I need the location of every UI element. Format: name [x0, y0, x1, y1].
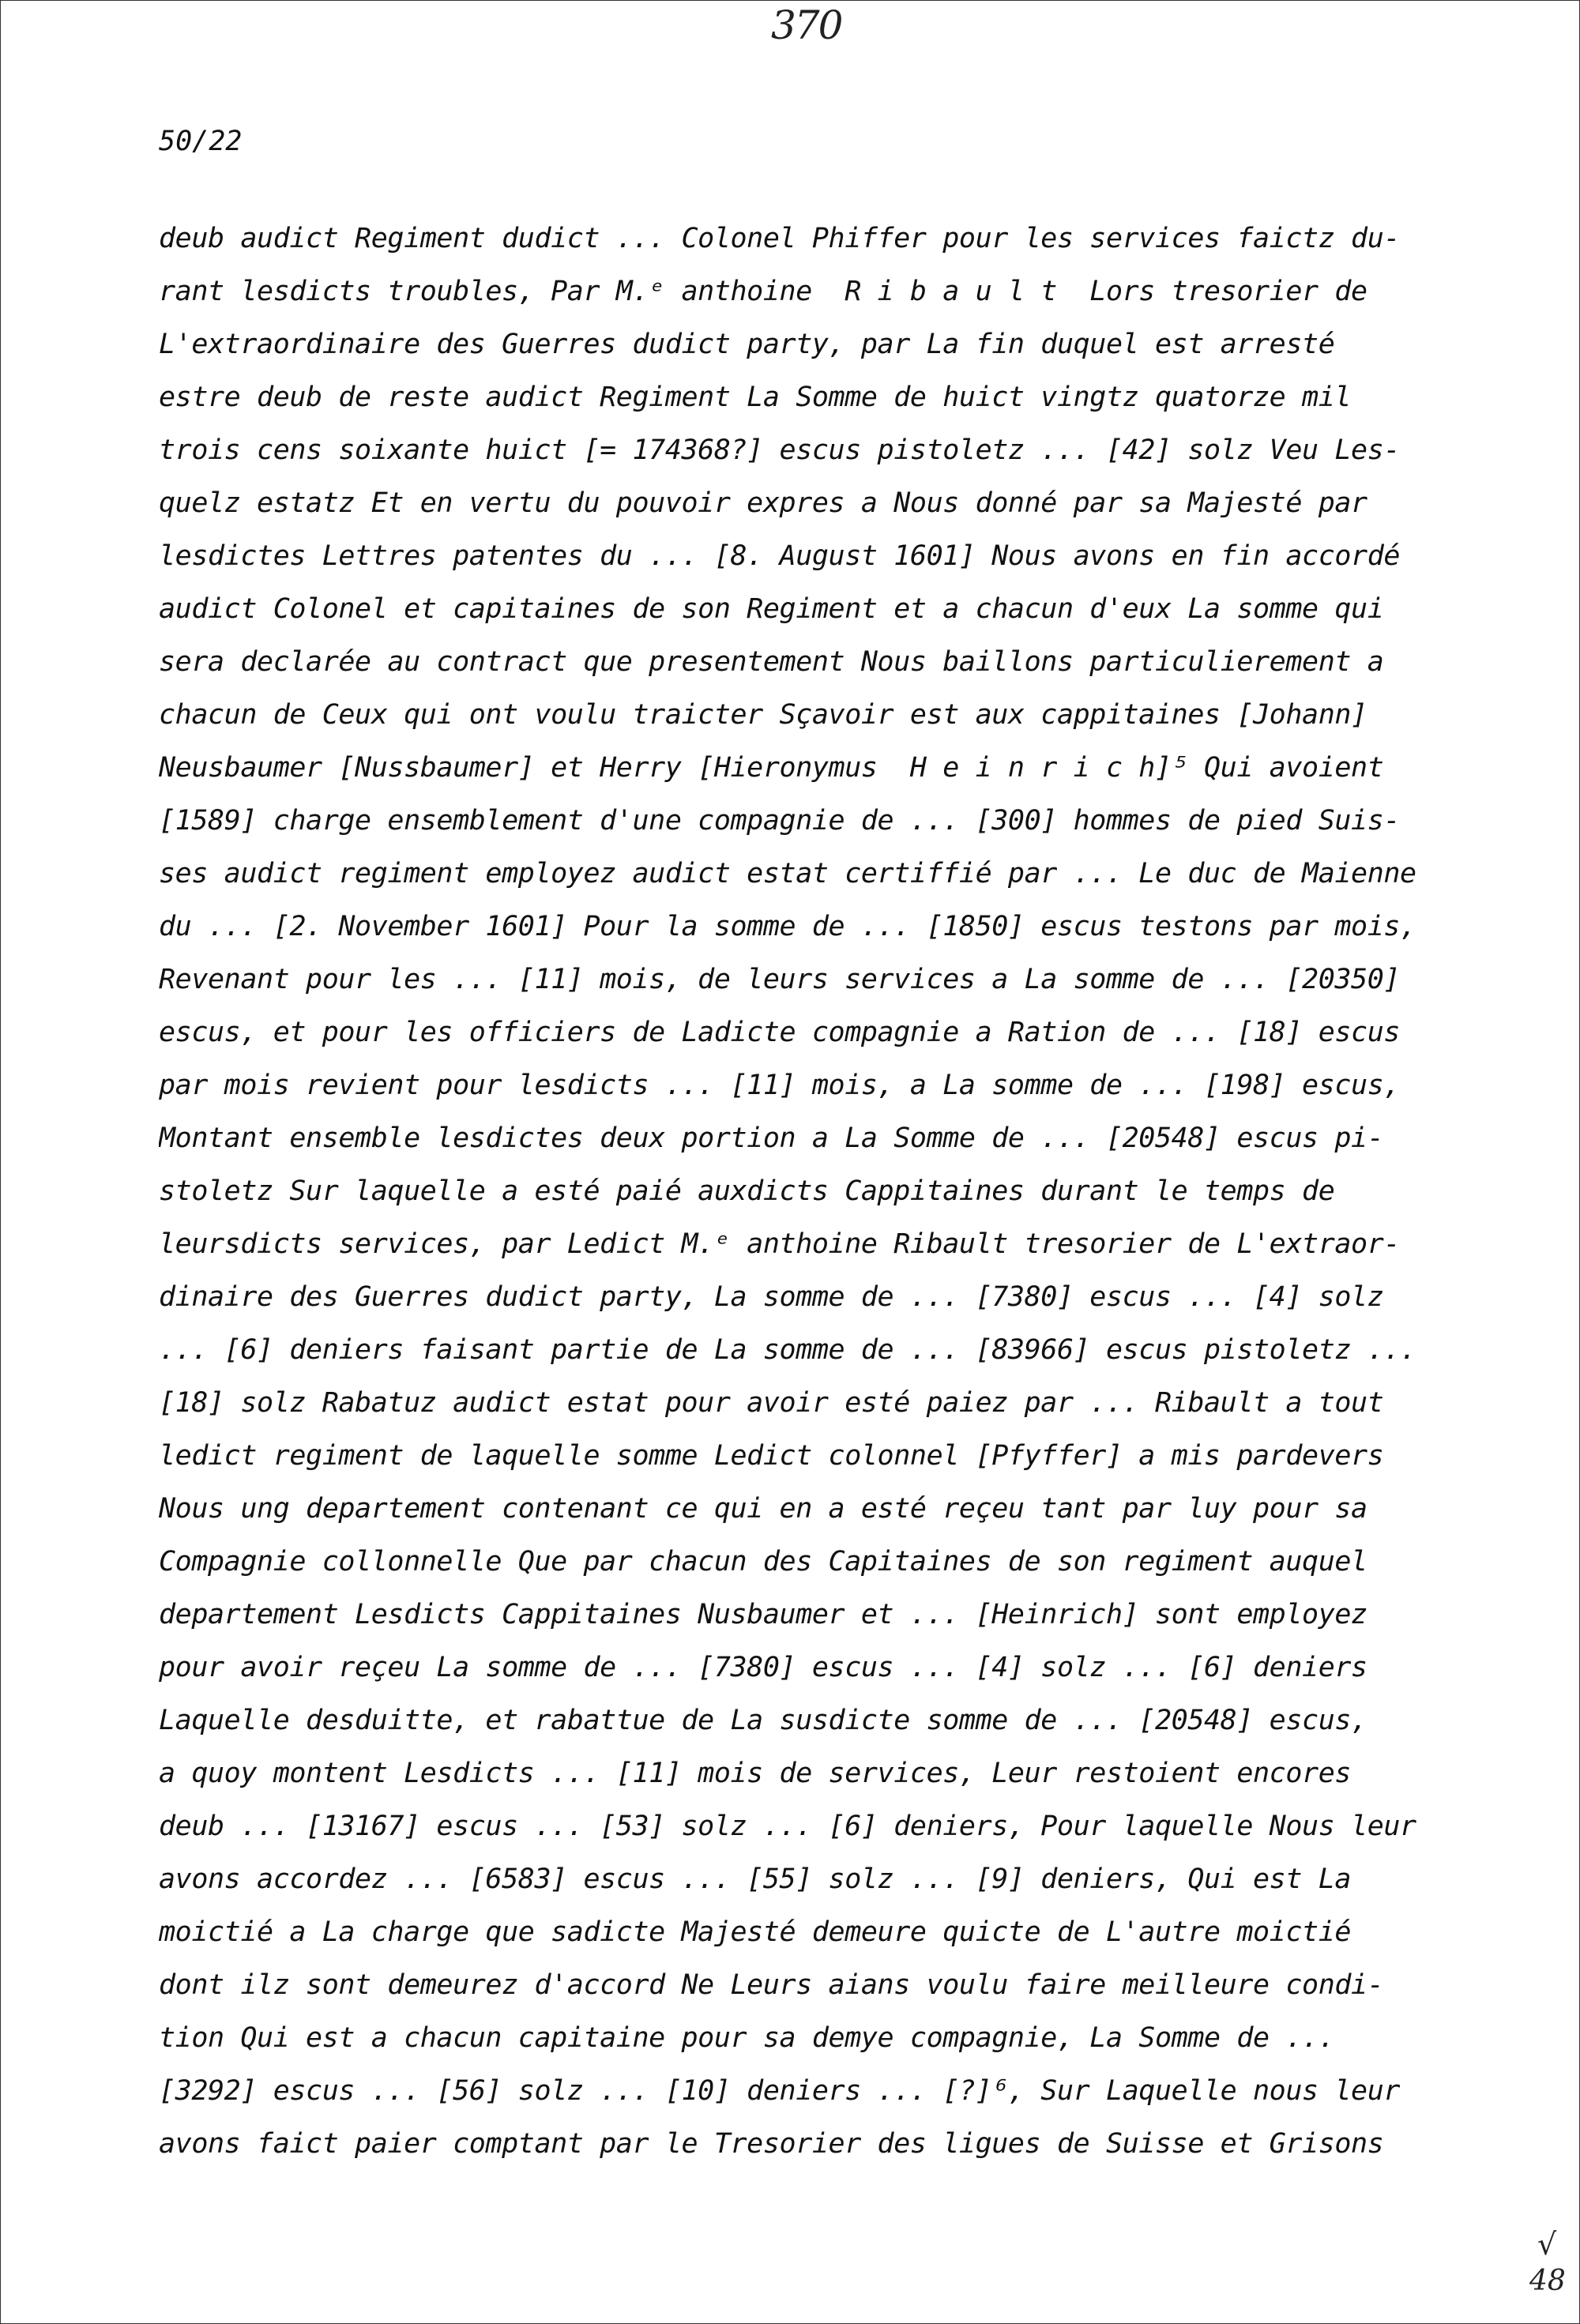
- text-line: avons accordez ... [6583] escus ... [55] solz ... [9] deniers, Qui est La: [159, 1863, 1352, 1895]
- text-line: quelz estatz Et en vertu du pouvoir expres a Nous donné par sa Majesté par: [159, 487, 1367, 519]
- text-line: stoletz Sur laquelle a esté paié auxdicts Cappitaines durant le temps de: [159, 1175, 1335, 1207]
- folio-number-bottom: 48: [1529, 2265, 1566, 2297]
- text-line: du ... [2. November 1601] Pour la somme de ... [1850] escus testons par mois,: [159, 911, 1416, 942]
- text-line: departement Lesdicts Cappitaines Nusbaumer et ... [Heinrich] sont employez: [159, 1599, 1367, 1630]
- text-line: leursdicts services, par Ledict M.ᵉ anthoine Ribault tresorier de L'extraor-: [159, 1228, 1401, 1260]
- text-line: [1589] charge ensemblement d'une compagnie de ... [300] hommes de pied Suis-: [159, 805, 1401, 837]
- text-line: deub ... [13167] escus ... [53] solz ... [6] deniers, Pour laquelle Nous leur: [159, 1811, 1416, 1842]
- text-line: Neusbaumer [Nussbaumer] et Herry [Hieronymus H e i n r i c h]⁵ Qui avoient: [159, 752, 1384, 784]
- document-reference: 50/22: [159, 126, 243, 157]
- text-line: audict Colonel et capitaines de son Regiment et a chacun d'eux La somme qui: [159, 593, 1384, 625]
- text-line: lesdictes Lettres patentes du ... [8. August 1601] Nous avons en fin accordé: [159, 540, 1401, 572]
- text-line: rant lesdicts troubles, Par M.ᵉ anthoine R i b a u l t Lors tresorier de: [159, 276, 1367, 307]
- transcription-body: [159, 212, 1446, 2171]
- text-line: Compagnie collonnelle Que par chacun des Capitaines de son regiment auquel: [159, 1546, 1367, 1578]
- text-line: par mois revient pour lesdicts ... [11] mois, a La somme de ... [198] escus,: [159, 1070, 1401, 1101]
- text-line: moictié a La charge que sadicte Majesté demeure quicte de L'autre moictié: [159, 1916, 1352, 1948]
- text-line: estre deub de reste audict Regiment La Somme de huict vingtz quatorze mil: [159, 382, 1352, 413]
- folio-number-top: 370: [771, 2, 842, 48]
- text-line: deub audict Regiment dudict ... Colonel Phiffer pour les services faictz du-: [159, 223, 1401, 254]
- text-line: L'extraordinaire des Guerres dudict party, par La fin duquel est arresté: [159, 329, 1335, 360]
- text-line: Nous ung departement contenant ce qui en a esté reçeu tant par luy pour sa: [159, 1493, 1367, 1525]
- text-line: chacun de Ceux qui ont voulu traicter Sçavoir est aux cappitaines [Johann]: [159, 699, 1367, 731]
- text-line: Montant ensemble lesdictes deux portion a La Somme de ... [20548] escus pi-: [159, 1123, 1384, 1154]
- text-line: tion Qui est a chacun capitaine pour sa demye compagnie, La Somme de ...: [159, 2022, 1335, 2054]
- text-line: dont ilz sont demeurez d'accord Ne Leurs aians voulu faire meilleure condi-: [159, 1969, 1384, 2001]
- text-line: trois cens soixante huict [= 174368?] escus pistoletz ... [42] solz Veu Les-: [159, 434, 1401, 466]
- text-line: ledict regiment de laquelle somme Ledict colonnel [Pfyffer] a mis pardevers: [159, 1440, 1384, 1472]
- text-line: ses audict regiment employez audict estat certiffié par ... Le duc de Maienne: [159, 858, 1416, 889]
- text-line: [18] solz Rabatuz audict estat pour avoir esté paiez par ... Ribault a tout: [159, 1387, 1384, 1419]
- text-line: Revenant pour les ... [11] mois, de leurs services a La somme de ... [20350]: [159, 964, 1401, 995]
- text-line: escus, et pour les officiers de Ladicte compagnie a Ration de ... [18] escus: [159, 1017, 1401, 1048]
- check-mark: √: [1537, 2227, 1557, 2262]
- text-line: ... [6] deniers faisant partie de La somme de ... [83966] escus pistoletz ...: [159, 1334, 1416, 1366]
- text-line: pour avoir reçeu La somme de ... [7380] escus ... [4] solz ... [6] deniers: [159, 1652, 1367, 1683]
- text-line: sera declarée au contract que presentement Nous baillons particulierement a: [159, 646, 1384, 678]
- text-line: dinaire des Guerres dudict party, La somme de ... [7380] escus ... [4] solz: [159, 1281, 1384, 1313]
- text-line: Laquelle desduitte, et rabattue de La susdicte somme de ... [20548] escus,: [159, 1705, 1367, 1736]
- text-line: a quoy montent Lesdicts ... [11] mois de services, Leur restoient encores: [159, 1758, 1352, 1789]
- text-line: [3292] escus ... [56] solz ... [10] deniers ... [?]⁶, Sur Laquelle nous leur: [159, 2075, 1401, 2107]
- text-line: avons faict paier comptant par le Tresorier des ligues de Suisse et Grisons: [159, 2128, 1384, 2160]
